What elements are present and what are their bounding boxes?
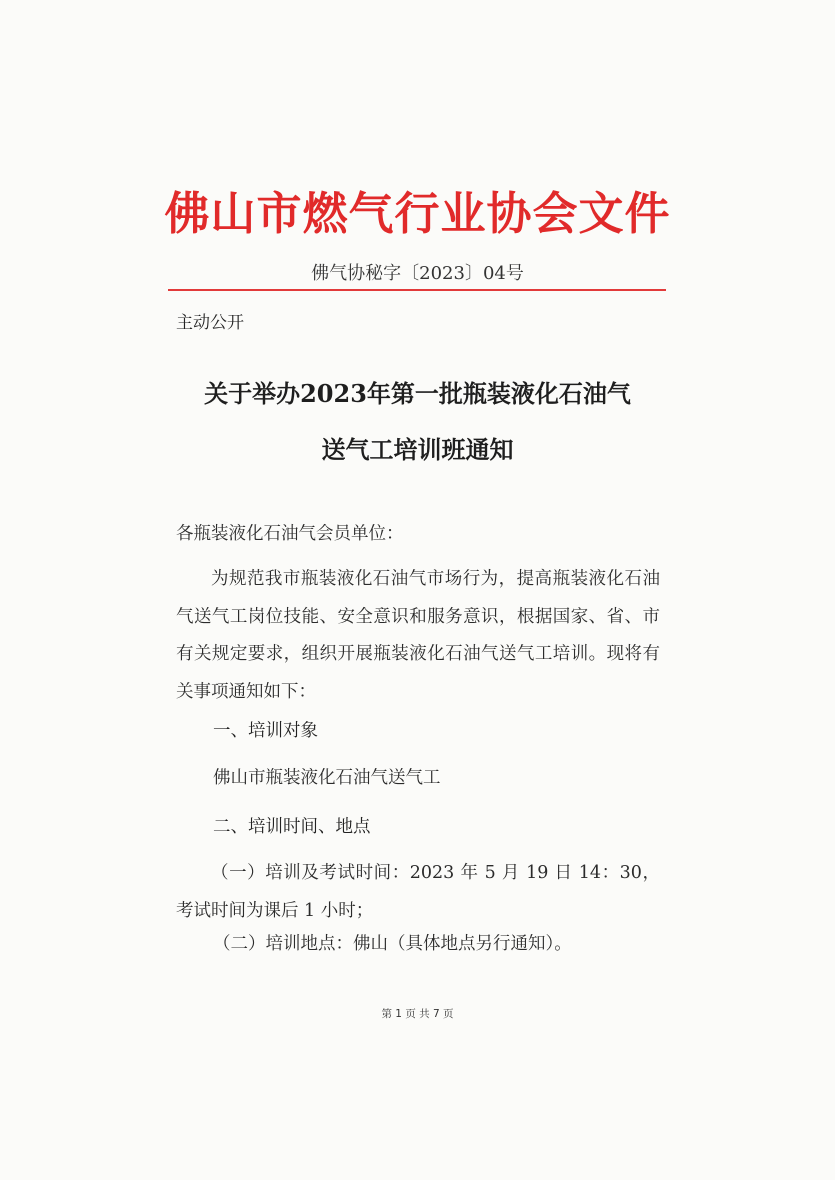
disclosure-label: 主动公开 — [176, 313, 244, 333]
letterhead-title: 佛山市燃气行业协会文件 — [164, 187, 671, 240]
section-2-heading: 二、培训时间、地点 — [213, 817, 371, 837]
section-2-item-2: （二）培训地点：佛山（具体地点另行通知）。 — [213, 934, 572, 954]
red-divider-line — [168, 289, 666, 291]
section-1-heading: 一、培训对象 — [213, 721, 318, 741]
section-2-item-1: （一）培训及考试时间：2023 年 5 月 19 日 14：30，考试时间为课后 1 小时； — [176, 863, 660, 921]
section-1-content: 佛山市瓶装液化石油气送气工 — [213, 768, 441, 788]
salutation: 各瓶装液化石油气会员单位： — [176, 524, 404, 544]
notice-title-line-2: 送气工培训班通知 — [321, 435, 514, 464]
notice-title-line-1: 关于举办2023年第一批瓶装液化石油气 — [204, 379, 631, 408]
document-number: 佛气协秘字〔2023〕04号 — [311, 263, 524, 284]
intro-paragraph: 为规范我市瓶装液化石油气市场行为，提高瓶装液化石油气送气工岗位技能、安全意识和服务意识，根据国家、省、市有关规定要求，组织开展瓶装液化石油气送气工培训。现将有关事项通知如下： — [176, 569, 660, 702]
page-number-footer: 第 1 页 共 7 页 — [381, 1008, 454, 1020]
